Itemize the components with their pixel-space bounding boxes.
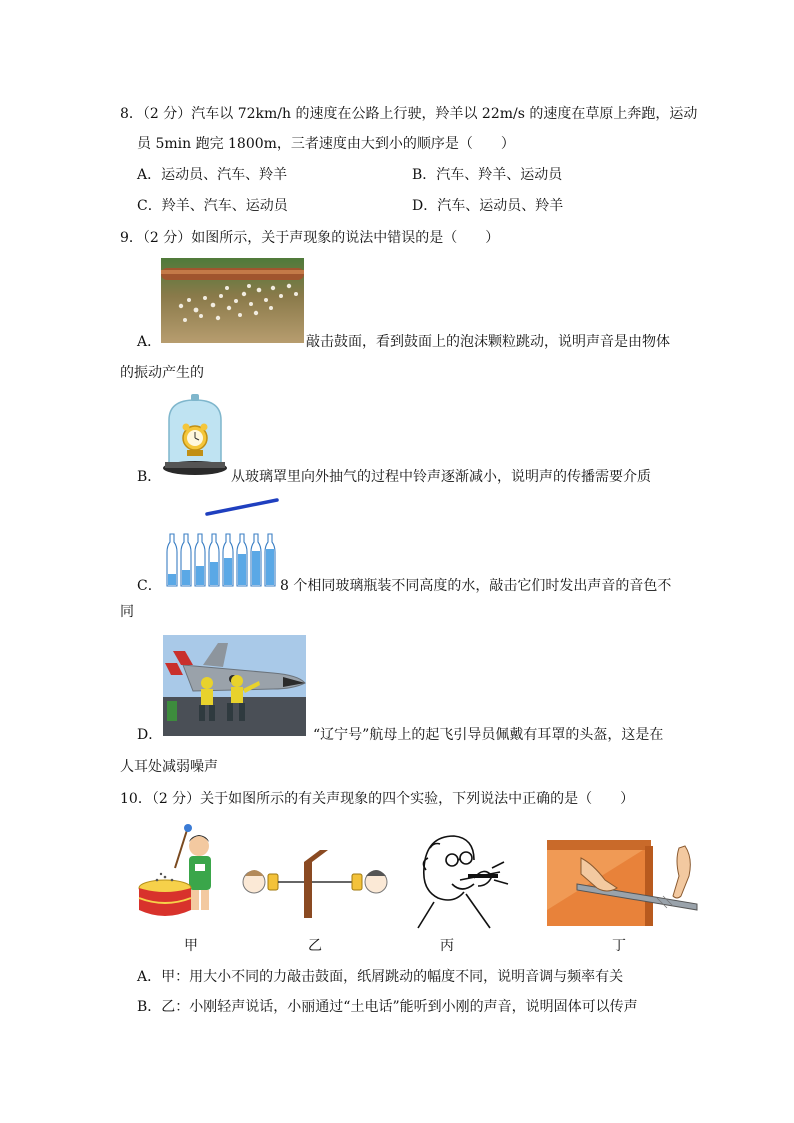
q9-d-label: D． — [137, 727, 163, 743]
q8-option-b: B．汽车、羚羊、运动员 — [412, 167, 563, 183]
q9-c-label: C． — [137, 578, 162, 594]
q9-a-text-line2: 的振动产生的 — [120, 365, 204, 381]
bell-jar-photo — [161, 392, 229, 478]
figure-label-bing: 丙 — [440, 938, 454, 954]
q10-stem: 10．（2 分）关于如图所示的有关声现象的四个实验，下列说法中正确的是（ ） — [120, 791, 635, 807]
q9-b-text: 从玻璃罩里向外抽气的过程中铃声逐渐减小，说明声的传播需要介质 — [231, 469, 651, 485]
q10-option-b: B．乙：小刚轻声说话，小丽通过“土电话”能听到小刚的声音，说明固体可以传声 — [137, 999, 638, 1015]
q9-d-text-line1: “辽宁号”航母上的起飞引导员佩戴有耳罩的头盔，这是在 — [313, 727, 664, 743]
figure-yi-string-telephone — [240, 842, 390, 922]
q8-stem-line2: 员 5min 跑完 1800m，三者速度由大到小的顺序是（ ） — [137, 136, 515, 152]
carrier-deck-photo — [163, 635, 306, 736]
q9-a-text-line1: 敲击鼓面，看到鼓面上的泡沫颗粒跳动，说明声音是由物体 — [306, 334, 670, 350]
q9-b-label: B． — [137, 469, 162, 485]
q10-option-a: A．甲：用大小不同的力敲击鼓面，纸屑跳动的幅度不同，说明音调与频率有关 — [137, 969, 624, 985]
figure-label-yi: 乙 — [308, 938, 322, 954]
q8-option-c: C．羚羊、汽车、运动员 — [137, 198, 288, 214]
figure-label-jia: 甲 — [184, 938, 198, 954]
drum-foam-photo — [161, 258, 304, 343]
q9-c-text-line2: 同 — [120, 604, 134, 620]
q9-stem: 9．（2 分）如图所示，关于声现象的说法中错误的是（ ） — [120, 230, 500, 246]
q9-d-text-line2: 人耳处减弱噪声 — [120, 759, 218, 775]
q8-option-d: D．汽车、运动员、羚羊 — [412, 198, 564, 214]
figure-ding-ruler — [547, 840, 703, 926]
water-bottles-figure — [161, 494, 279, 588]
q8-stem-line1: 8．（2 分）汽车以 72km/h 的速度在公路上行驶，羚羊以 22m/s 的速度在草原上奔跑，运动 — [120, 106, 698, 122]
q8-option-a: A．运动员、汽车、羚羊 — [137, 167, 288, 183]
figure-jia-drum — [137, 822, 219, 930]
figure-bing-whistle — [404, 828, 514, 932]
q9-a-label: A． — [137, 334, 162, 350]
figure-label-ding: 丁 — [612, 938, 626, 954]
q9-c-text-line1: 8 个相同玻璃瓶装不同高度的水，敲击它们时发出声音的音色不 — [280, 578, 672, 594]
